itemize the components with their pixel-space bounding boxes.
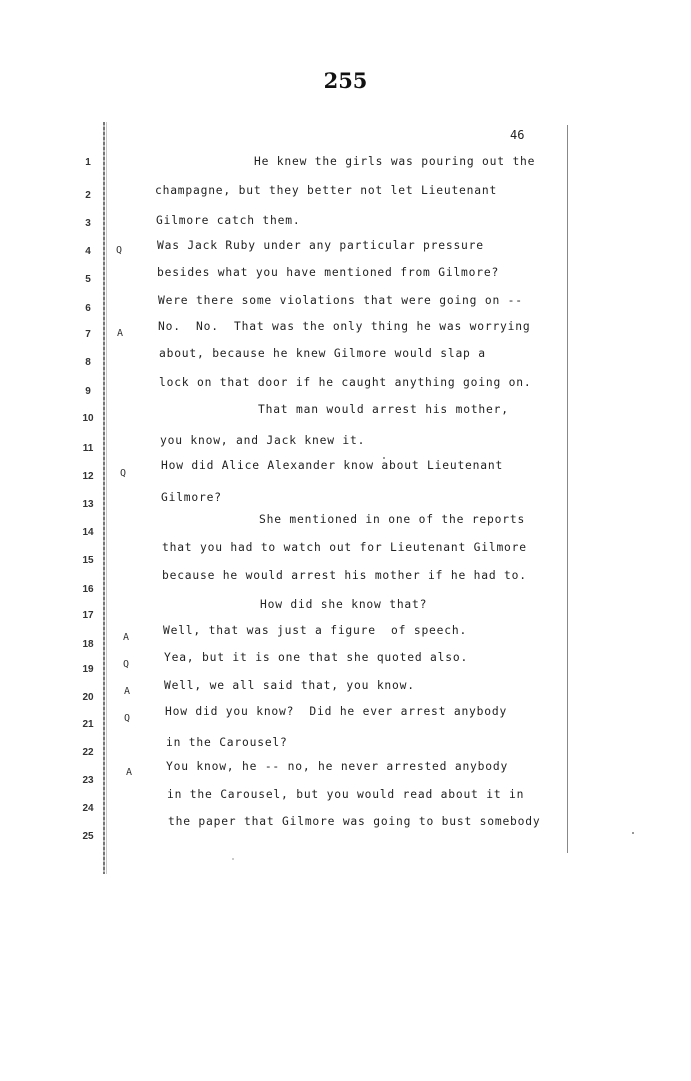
transcript-line: lock on that door if he caught anything going on. — [159, 376, 532, 389]
speaker-marker: Q — [122, 659, 130, 670]
line-number: 6 — [85, 303, 91, 314]
page-number: 255 — [323, 68, 368, 93]
transcript-page-number: 46 — [510, 128, 525, 142]
transcript-line: champagne, but they better not let Lieutenant — [155, 184, 498, 197]
left-margin-rule-inner — [106, 122, 107, 874]
line-number: 12 — [82, 471, 94, 482]
transcript-line: Well, we all said that, you know. — [164, 679, 415, 692]
transcript-line: Gilmore? — [161, 491, 222, 504]
stray-ink-mark — [232, 858, 234, 860]
speaker-marker: A — [116, 328, 124, 339]
line-number: 24 — [82, 803, 94, 814]
line-number: 16 — [82, 584, 94, 595]
transcript-line: That man would arrest his mother, — [258, 403, 509, 416]
transcript-line: How did she know that? — [260, 598, 428, 611]
right-margin-rule — [567, 125, 568, 853]
transcript-line: No. No. That was the only thing he was worrying — [158, 320, 531, 333]
line-number: 1 — [85, 157, 91, 168]
line-number: 15 — [82, 555, 94, 566]
line-number: 23 — [82, 775, 94, 786]
transcript-line: besides what you have mentioned from Gilmore? — [157, 266, 500, 279]
line-number: 14 — [82, 527, 94, 538]
line-number: 13 — [82, 499, 94, 510]
line-number: 18 — [82, 639, 94, 650]
transcript-line: Well, that was just a figure of speech. — [163, 624, 468, 637]
transcript-line: Yea, but it is one that she quoted also. — [164, 651, 469, 664]
line-number: 22 — [82, 747, 94, 758]
line-number: 11 — [82, 443, 94, 454]
line-number: 10 — [82, 413, 94, 424]
speaker-marker: Q — [119, 468, 127, 479]
speaker-marker: A — [122, 632, 130, 643]
line-number: 25 — [82, 831, 94, 842]
line-number: 2 — [85, 190, 91, 201]
speaker-marker: A — [125, 767, 133, 778]
stray-ink-mark — [632, 832, 634, 834]
transcript-line: How did Alice Alexander know about Lieutenant — [161, 459, 504, 472]
speaker-marker: A — [123, 686, 131, 697]
transcript-line: in the Carousel? — [166, 736, 288, 749]
transcript-line: She mentioned in one of the reports — [259, 513, 526, 526]
speaker-marker: Q — [123, 713, 131, 724]
line-number: 5 — [85, 274, 91, 285]
line-number: 9 — [85, 386, 91, 397]
line-number: 20 — [82, 692, 94, 703]
transcript-line: that you had to watch out for Lieutenant Gilmore — [162, 541, 527, 554]
stray-ink-mark — [383, 457, 385, 459]
line-number: 19 — [82, 664, 94, 675]
transcript-line: you know, and Jack knew it. — [160, 434, 366, 447]
transcript-line: in the Carousel, but you would read about it in — [167, 788, 525, 801]
line-number: 7 — [85, 329, 91, 340]
transcript-line: How did you know? Did he ever arrest anybody — [165, 705, 508, 718]
transcript-line: Were there some violations that were going on -- — [158, 294, 523, 307]
line-number: 4 — [85, 246, 91, 257]
line-number: 21 — [82, 719, 94, 730]
transcript-line: the paper that Gilmore was going to bust somebody — [168, 815, 541, 828]
left-margin-rule — [103, 122, 105, 874]
transcript-line: Gilmore catch them. — [156, 214, 301, 227]
transcript-line: Was Jack Ruby under any particular pressure — [157, 239, 484, 252]
transcript-line: He knew the girls was pouring out the — [254, 155, 536, 168]
line-number: 8 — [85, 357, 91, 368]
transcript-line: about, because he knew Gilmore would slap a — [159, 347, 486, 360]
transcript-line: You know, he -- no, he never arrested anybody — [166, 760, 509, 773]
line-number: 17 — [82, 610, 94, 621]
line-number: 3 — [85, 218, 91, 229]
transcript-line: because he would arrest his mother if he had to. — [162, 569, 527, 582]
speaker-marker: Q — [115, 245, 123, 256]
